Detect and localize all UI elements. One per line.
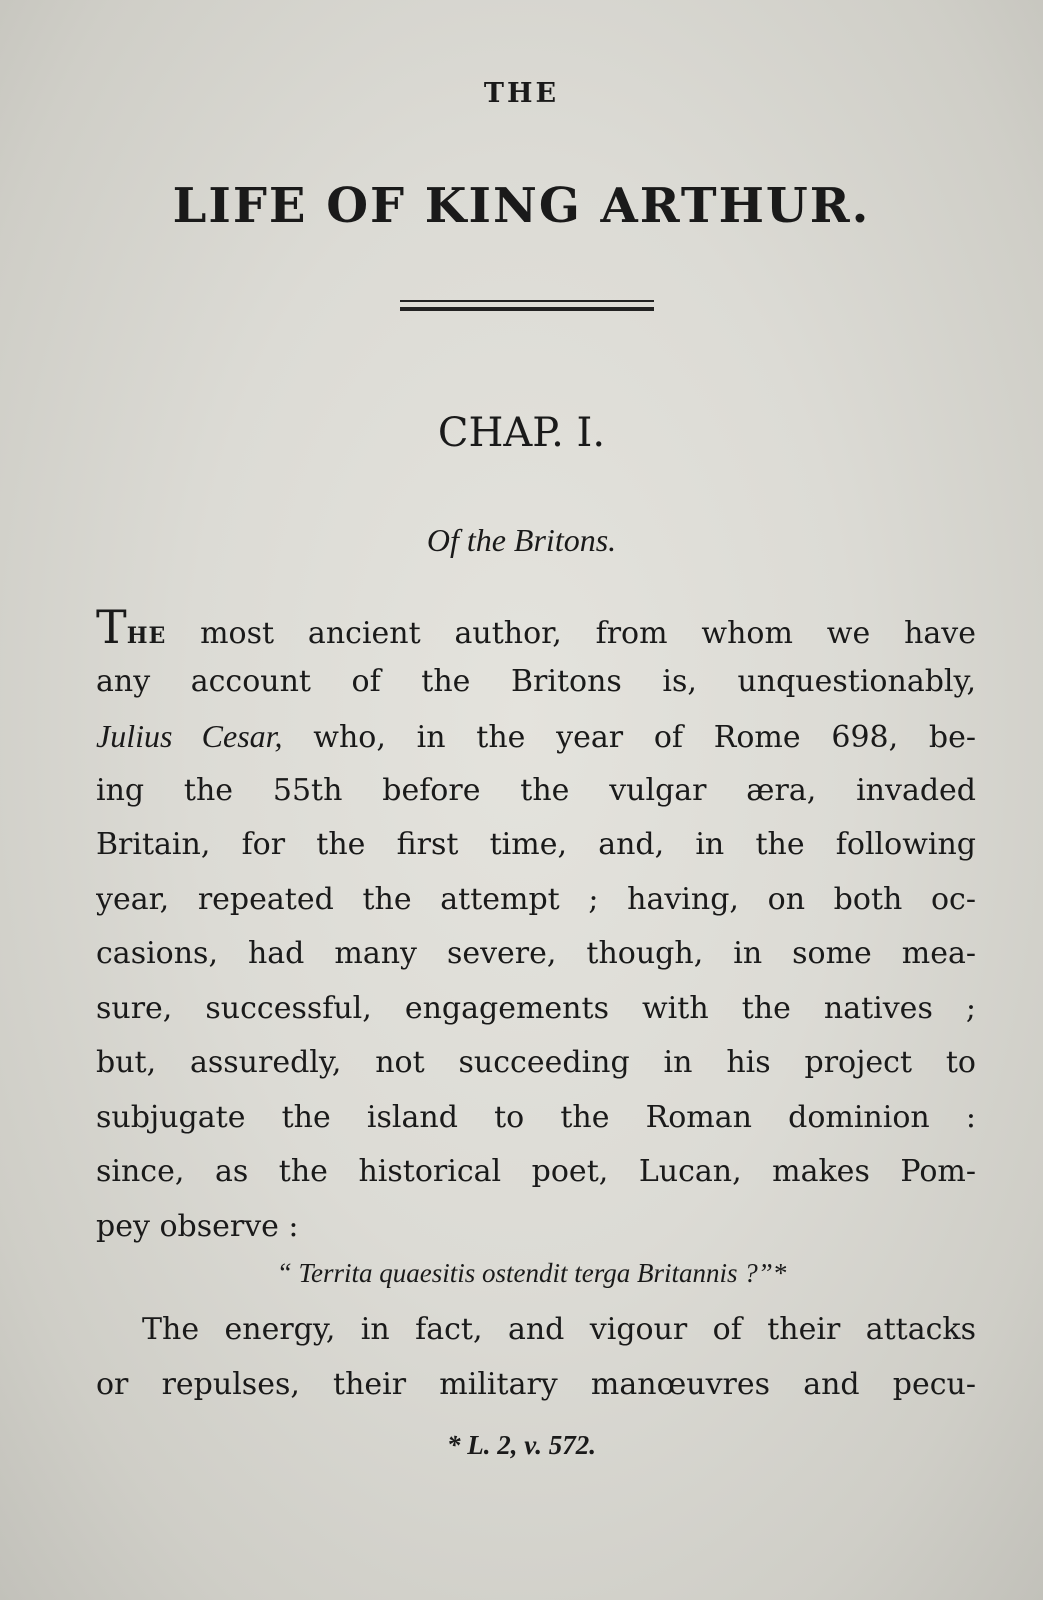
book-title: LIFE OF KING ARTHUR.: [172, 178, 871, 234]
text-line: or repulses, their military manœuvres and pecu-: [96, 1366, 976, 1402]
text-line: but, assuredly, not succeeding in his project to: [96, 1045, 976, 1080]
text-run: most ancient author, from whom we have: [166, 616, 976, 651]
small-caps: HE: [126, 623, 167, 649]
title-article: THE: [483, 78, 560, 109]
text-line: The energy, in fact, and vigour of their attacks: [142, 1312, 976, 1347]
text-line: [96, 600, 976, 655]
text-line: any account of the Britons is, unquestionably,: [96, 663, 976, 699]
text-line: [96, 709, 976, 764]
paragraph-1: [96, 600, 976, 1254]
title-rule-thick: [400, 307, 654, 311]
text-line: Britain, for the first time, and, in the following: [96, 827, 976, 862]
chapter-subtitle: Of the Britons.: [426, 522, 617, 558]
text-line: year, repeated the attempt ; having, on both oc-: [96, 881, 976, 917]
italic-name: Julius Cesar,: [96, 718, 283, 754]
text-line: subjugate the island to the Roman dominion :: [96, 1099, 976, 1135]
text-line: ing the 55th before the vulgar æra, invaded: [96, 772, 976, 808]
text-line: sure, successful, engagements with the natives ;: [96, 990, 976, 1026]
title-rule-thin: [400, 300, 654, 302]
footnote: * L. 2, v. 572.: [447, 1430, 596, 1460]
drop-cap: T: [96, 600, 127, 654]
text-run: who, in the year of Rome 698, be-: [282, 720, 976, 755]
chapter-heading: CHAP. I.: [437, 410, 606, 456]
text-line: casions, had many severe, though, in some mea-: [96, 936, 976, 971]
paragraph-2: [96, 1302, 976, 1411]
text-line: pey observe :: [96, 1208, 299, 1244]
latin-quotation: “ Territa quaesitis ostendit terga Britannis ?”*: [276, 1258, 787, 1288]
text-line: since, as the historical poet, Lucan, makes Pom-: [96, 1154, 976, 1189]
